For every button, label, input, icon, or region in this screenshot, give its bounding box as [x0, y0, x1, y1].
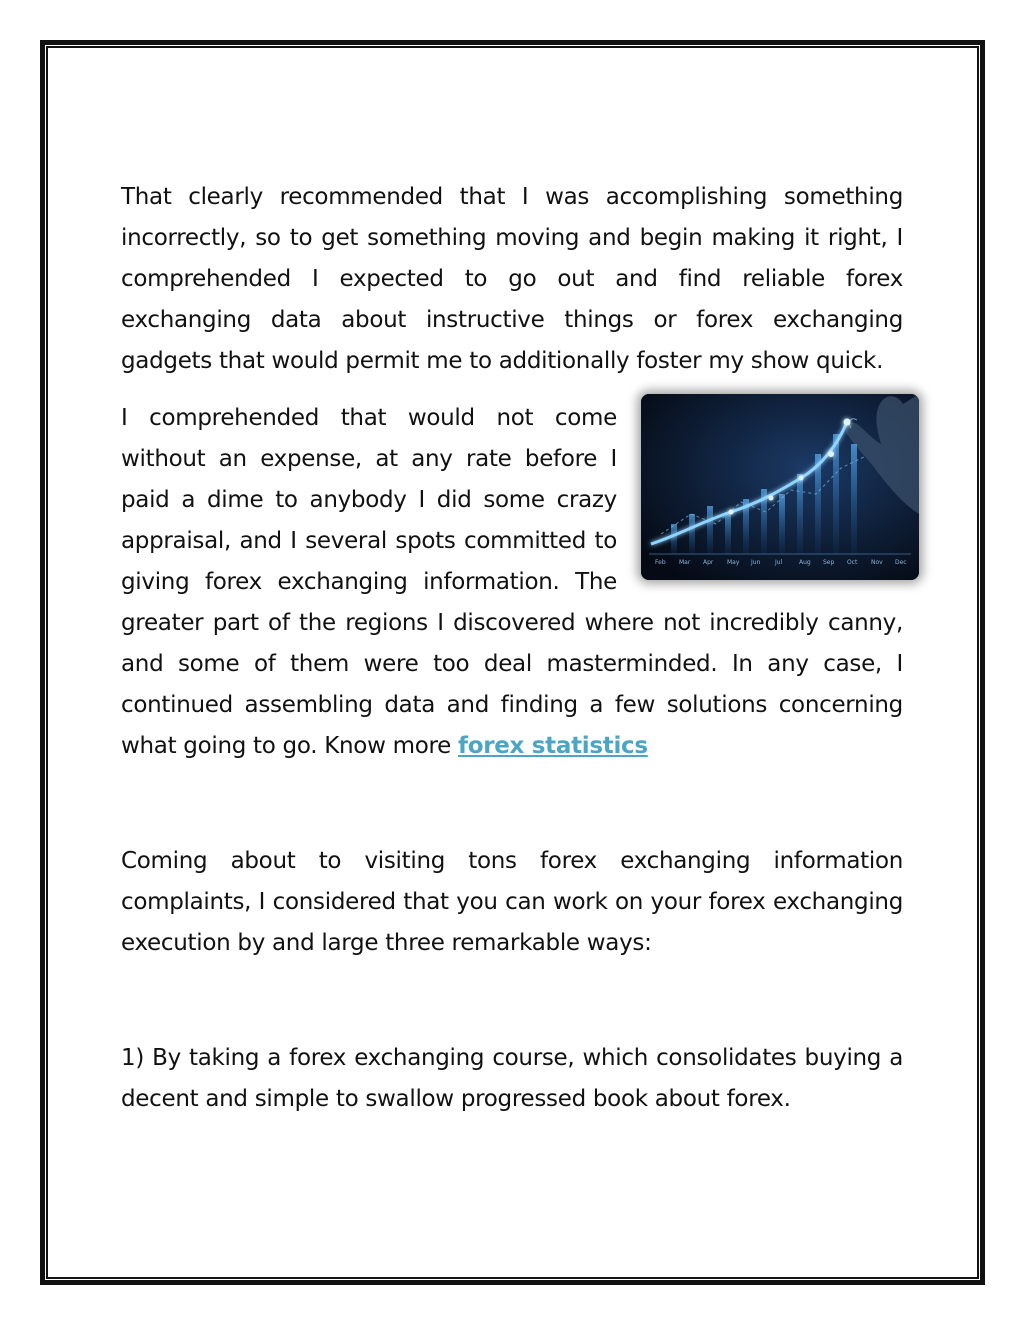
paragraph-4: 1) By taking a forex exchanging course, which consolidates buying a decent and simple to swallow progressed book about forex. — [121, 1045, 903, 1112]
month-label: Sep — [823, 559, 835, 566]
month-label: Mar — [679, 559, 691, 566]
forex-chart-image — [641, 394, 919, 580]
paragraph-1: That clearly recommended that I was accomplishing something incorrectly, so to get something moving and begin making it right, I comprehended I expected to go out and find reliable forex exchanging data about instructive things or forex exchanging gadgets that would permit me to additionally foster my show quick. — [121, 184, 903, 374]
month-label: Feb — [655, 559, 666, 566]
month-label: Apr — [703, 559, 714, 566]
document-body — [121, 177, 907, 1120]
month-label: May — [727, 559, 740, 566]
month-label: Oct — [847, 559, 858, 566]
paragraph-3: Coming about to visiting tons forex exchanging information complaints, I considered that you can work on your forex exchanging execution by and large three remarkable ways: — [121, 848, 903, 956]
forex-statistics-link[interactable]: forex statistics — [458, 733, 648, 759]
month-label: Dec — [895, 559, 907, 566]
forex-chart-illustration — [641, 394, 919, 580]
month-label: Nov — [871, 559, 883, 566]
paragraph-2-text: I comprehended that would not come without an expense, at any rate before I paid a dime to anybody I did some crazy appraisal, and I several spots committed to giving forex exchanging information. The greater part of the regions I discovered where not incredibly canny, and some of them were too deal masterminded. In any case, I continued assembling data and finding a few solutions concerning what going to go. Know more — [121, 405, 903, 759]
month-label: Jul — [775, 559, 783, 566]
month-label: Aug — [799, 559, 811, 566]
month-label: Jun — [751, 559, 761, 566]
